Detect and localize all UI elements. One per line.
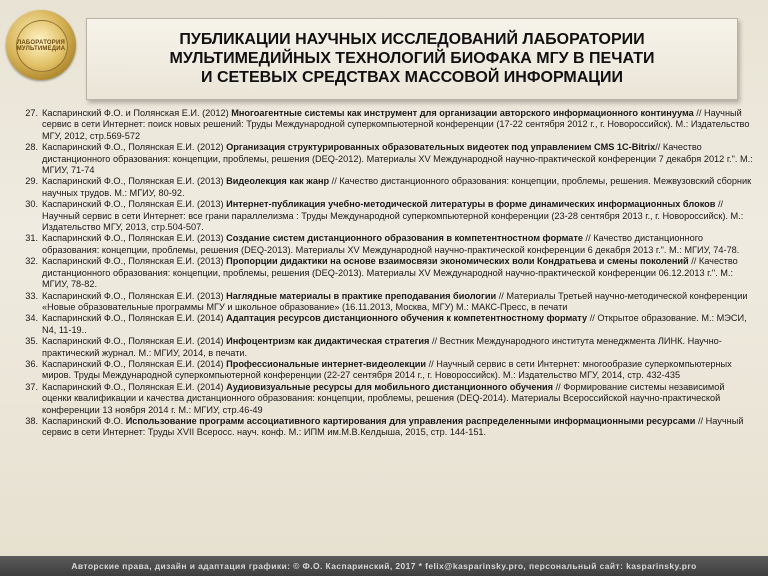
publication-authors: Каспаринский Ф.О., Полянская Е.И. (2013) [42,199,227,210]
title-line-1: ПУБЛИКАЦИИ НАУЧНЫХ ИССЛЕДОВАНИЙ ЛАБОРАТОРИИ [179,31,645,48]
publication-title: Создание систем дистанционного образования в компетентностном формате [226,233,583,244]
publication-number: 32. [25,256,38,267]
title-box [86,18,738,100]
publication-authors: Каспаринский Ф.О., Полянская Е.И. (2013) [42,290,227,301]
publication-text [42,313,754,336]
publication-number: 38. [25,415,38,426]
publication-number: 27. [25,108,38,118]
publication-details: // Формирование системы независимой оценки квалификации и качества дистанционного образования: концепции, проблемы, решения (DEQ-2014). Материалы Всероссийской научно-практической конференции 13 ноября 2014 г. М.: МГИУ, стр.46-49 [42,381,725,415]
publication-item [14,382,754,416]
publication-details: // Научный сервис в сети Интернет: многообразие суперкомпьютерных миров. Труды Международной суперкомпьютерной конференции (22-27 сентября 2014 г., г. Новороссийск). М.: Издательство МГУ, 2014, стр. 432-435 [42,358,732,381]
title-line-3: И СЕТЕВЫХ СРЕДСТВАХ МАССОВОЙ ИНФОРМАЦИИ [201,69,623,86]
publication-item [14,199,754,233]
publication-number: 36. [25,358,38,369]
publication-authors: Каспаринский Ф.О., Полянская Е.И. (2014) [42,358,227,369]
logo-text: ЛАБОРАТОРИЯ МУЛЬТИМЕДИА [16,40,66,52]
publication-item [14,336,754,359]
publication-details: // Материалы Третьей научно-методической конференции «Новые образовательные программы МГУ и школьное образование» (16.11.2013, Москва, МГУ) М.: МАКС-Пресс, в печати [42,290,748,312]
publication-title: Инфоцентризм как дидактическая стратегия [226,336,430,347]
publication-text [42,199,754,233]
laboratory-logo [6,10,76,80]
publication-list [14,108,754,439]
publication-text [42,108,754,142]
publication-number: 28. [25,142,38,153]
publication-item [14,233,754,256]
publication-title: Пропорции дидактики на основе взаимосвязи экономических воли Кондратьева и смены поколений [226,256,689,267]
publication-authors: Каспаринский Ф.О. [42,415,126,426]
publication-item [14,108,754,142]
title-line-2: МУЛЬТИМЕДИЙНЫХ ТЕХНОЛОГИЙ БИОФАКА МГУ В ПЕЧАТИ [169,50,655,67]
publication-details: // Качество дистанционного образования: концепции, проблемы, решения (DEQ-2013). Материалы XV Международной научно-практической конференции 06.12.2013 г.". М.: МГИУ, 78-82. [42,256,738,290]
publication-item [14,291,754,314]
publication-authors: Каспаринский Ф.О., Полянская Е.И. (2012) [42,142,227,153]
publication-title: Интернет-публикация учебно-методической литературы в форме динамических информационных блоков [226,199,716,210]
publication-text [42,416,754,439]
publication-authors: Каспаринский Ф.О. и Полянская Е.И. (2012) [42,108,232,118]
publication-details: // Качество дистанционного образования: концепции, проблемы, решения (DEQ-2013). Материалы XV Международной научно-практической конференции 6 декабря 2013 г.". М.: МГИУ, 74-78. [42,233,740,255]
publication-authors: Каспаринский Ф.О., Полянская Е.И. (2013) [42,233,227,244]
publication-number: 37. [25,381,38,392]
publication-details: // Открытое образование. М.: МЭСИ, N4, 11-19.. [42,313,747,335]
publication-authors: Каспаринский Ф.О., Полянская Е.И. (2014) [42,381,227,392]
publication-authors: Каспаринский Ф.О., Полянская Е.И. (2014) [42,336,227,347]
publication-text [42,142,754,176]
publication-details: // Научный сервис в сети Интернет: поиск новых решений: Труды Международной суперкомпьютерной конференции (17-22 сентября 2012 г., г. Новороссийск). М.: Издательство МГУ, 2012, стр.569-572 [42,108,750,141]
publication-authors: Каспаринский Ф.О., Полянская Е.И. (2014) [42,313,227,324]
publication-text [42,382,754,416]
publication-item [14,359,754,382]
publication-text [42,336,754,359]
publication-title: Профессиональные интернет-видеолекции [226,358,427,369]
publication-details: // Вестник Международного института менеджмента ЛИНК. Научно-практический журнал. М.: МГИУ, 2014, в печати. [42,336,722,358]
page-title [87,19,737,87]
publication-number: 33. [25,290,38,301]
publication-text [42,291,754,314]
publication-number: 30. [25,199,38,210]
publication-text [42,359,754,382]
publication-authors: Каспаринский Ф.О., Полянская Е.И. (2013) [42,176,227,187]
publication-text [42,256,754,290]
publication-item [14,256,754,290]
publication-text [42,233,754,256]
copyright-footer: Авторские права, дизайн и адаптация графики: © Ф.О. Каспаринский, 2017 * felix@kasparinsky.pro, персональный сайт: kasparinsky.pro [0,556,768,576]
publication-number: 29. [25,176,38,187]
publication-title: Многоагентные системы как инструмент для организации авторского информационного континуума [231,108,694,118]
publication-text [42,176,754,199]
publication-details: // Научный сервис в сети Интернет: все грани параллелизма : Труды Международной суперкомпьютерной конференции (23-28 сентября 2013 г., г. Новороссийск). М.: Издательство МГУ, 2013, стр.504-507. [42,199,744,233]
publication-item [14,142,754,176]
publication-title: Наглядные материалы в практике преподавания биологии [226,290,497,301]
publication-number: 31. [25,233,38,244]
publication-item [14,313,754,336]
publication-title: Организация структурированных образовательных видеотек под управлением CMS 1С-Bitrix [226,142,656,153]
publication-title: Использование программ ассоциативного картирования для управления распределенными информационными ресурсами [125,415,696,426]
publication-details: // Качество дистанционного образования: концепции, проблемы, решения (DEQ-2012). Материалы XV Международной научно-практической конференции 7 декабря 2012 г.". М.: МГИУ, 71-74 [42,142,753,176]
publication-authors: Каспаринский Ф.О., Полянская Е.И. (2013) [42,256,227,267]
publication-title: Адаптация ресурсов дистанционного обучения к компетентностному формату [226,313,588,324]
publication-number: 34. [25,313,38,324]
publication-title: Видеолекция как жанр [226,176,330,187]
publication-item [14,416,754,439]
publication-details: // Научный сервис в сети Интернет: Труды XVII Всеросс. науч. конф. М.: ИПМ им.М.В.Келдыша, 2015, стр. 144-151. [42,415,744,438]
publication-details: // Качество дистанционного образования: концепции, проблемы, решения. Межвузовский сборник научных трудов. М.: МГИУ, 80-92. [42,176,752,198]
publication-title: Аудиовизуальные ресурсы для мобильного дистанционного обучения [226,381,554,392]
publication-item [14,176,754,199]
publication-number: 35. [25,336,38,347]
